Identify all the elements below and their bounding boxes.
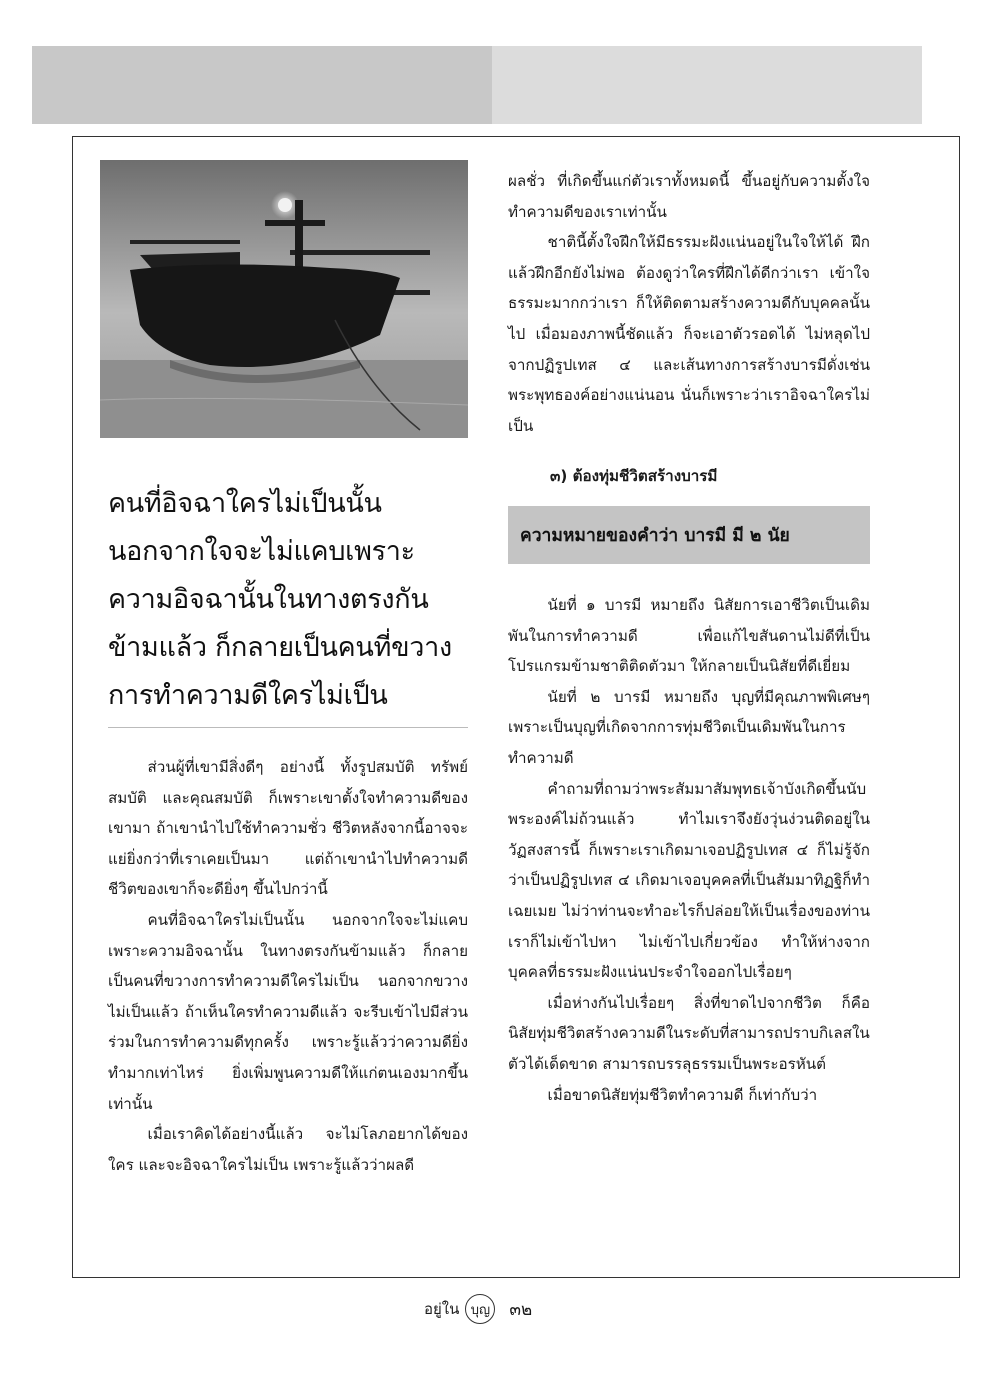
left-paragraph-1: ส่วนผู้ที่เขามีสิ่งดีๆ อย่างนี้ ทั้งรูปสมบัติ ทรัพย์สมบัติ และคุณสมบัติ ก็เพราะเขาตั้งใจทำความดีของเขามา ถ้าเขานำไปใช้ทำความชั่ว ชีวิตหลังจากนี้อาจจะแย่ยิ่งกว่าที่เราเคยเป็นมา แต่ถ้าเขานำไปทำความดี ชีวิตของเขาก็จะดียิ่งๆ ขึ้นไปกว่านี้ — [108, 758, 468, 899]
sub-heading: ๓) ต้องทุ่มชีวิตสร้างบารมี — [550, 467, 718, 485]
page-number: ๓๒ — [509, 1299, 533, 1320]
section-title-box — [508, 506, 870, 564]
right-paragraph-4: นัยที่ ๒ บารมี หมายถึง บุญที่มีคุณภาพพิเศษๆ เพราะเป็นบุญที่เกิดจากการทุ่มชีวิตเป็นเดิมพันในการทำความดี — [508, 687, 870, 767]
footer-logo-circle: บุญ — [465, 1294, 495, 1324]
right-top-column — [508, 166, 870, 441]
left-paragraph-2: คนที่อิจฉาใครไม่เป็นนั้น นอกจากใจจะไม่แคบเพราะความอิจฉานั้น ในทางตรงกันข้ามแล้ว ก็กลายเป็นคนที่ขวางการทำความดีใครไม่เป็น นอกจากขวางไม่เป็นแล้ว ถ้าเห็นใครทำความดีแล้ว จะรีบเข้าไปมีส่วนร่วมในการทำความดีทุกครั้ง เพราะรู้แล้วว่าความดียิ่งทำมากเท่าไหร่ ยิ่งเพิ่มพูนความดีให้แก่ตนเองมากขึ้นเท่านั้น — [108, 910, 468, 1113]
pull-quote-divider — [108, 727, 468, 728]
boat-photo — [100, 160, 468, 438]
pull-quote: คนที่อิจฉาใครไม่เป็นนั้น นอกจากใจจะไม่แคบเพราะความอิจฉานั้นในทางตรงกันข้ามแล้ว ก็กลายเป็นคนที่ขวางการทำความดีใครไม่เป็น — [108, 488, 452, 711]
left-paragraph-3: เมื่อเราคิดได้อย่างนี้แล้ว จะไม่โลภอยากได้ของใคร และจะอิจฉาใครไม่เป็น เพราะรู้แล้วว่าผลดี — [108, 1125, 468, 1174]
boat-photo-svg — [100, 160, 468, 438]
header-band — [32, 46, 922, 124]
page-footer — [424, 1292, 532, 1326]
right-paragraph-5: คำถามที่ถามว่าพระสัมมาสัมพุทธเจ้าบังเกิดขึ้นนับพระองค์ไม่ถ้วนแล้ว ทำไมเราจึงยังวุ่นง่วนติดอยู่ในวัฏสงสารนี้ ก็เพราะเราเกิดมาเจอปฏิรูปเทส ๔ ก็ไม่รู้จักว่าเป็นปฏิรูปเทส ๔ เกิดมาเจอบุคคลที่เป็นสัมมาทิฏฐิก็ทำเฉยเมย ไม่ว่าท่านจะทำอะไรก็ปล่อยให้เป็นเรื่องของท่าน เราก็ไม่เข้าไปหา ไม่เข้าไปเกี่ยวข้อง ทำให้ห่างจากบุคคลที่ธรรมะฝังแน่นประจำใจออกไปเรื่อยๆ — [508, 779, 870, 982]
right-paragraph-7: เมื่อขาดนิสัยทุ่มชีวิตทำความดี ก็เท่ากับว่า — [547, 1085, 818, 1104]
right-paragraph-1: ผลชั่ว ที่เกิดขึ้นแก่ตัวเราทั้งหมดนี้ ขึ้นอยู่กับความตั้งใจทำความดีของเราเท่านั้น — [508, 172, 870, 221]
right-paragraph-3: นัยที่ ๑ บารมี หมายถึง นิสัยการเอาชีวิตเป็นเดิมพันในการทำความดี เพื่อแก้ไขสันดานไม่ดีที่เป็นโปรแกรมข้ามชาติติดตัวมา ให้กลายเป็นนิสัยที่ดีเยี่ยม — [508, 596, 870, 676]
left-body-column — [108, 752, 468, 1180]
right-bottom-column — [508, 590, 870, 1110]
section-title: ความหมายของคำว่า บารมี มี ๒ นัย — [520, 526, 790, 546]
right-paragraph-6: เมื่อห่างกันไปเรื่อยๆ สิ่งที่ขาดไปจากชีวิต ก็คือ นิสัยทุ่มชีวิตสร้างความดีในระดับที่สามารถปราบกิเลสในตัวได้เด็ดขาด สามารถบรรลุธรรมเป็นพระอรหันต์ — [508, 993, 870, 1073]
footer-logo-text: อยู่ใน — [424, 1300, 460, 1318]
header-band-light — [492, 46, 922, 124]
right-paragraph-2: ชาตินี้ตั้งใจฝึกให้มีธรรมะฝังแน่นอยู่ในใจให้ได้ ฝึกแล้วฝึกอีกยังไม่พอ ต้องดูว่าใครที่ฝึกได้ดีกว่าเรา เข้าใจธรรมะมากกว่าเรา ก็ให้ติดตามสร้างความดีกับบุคคลนั้นไป เมื่อมองภาพนี้ชัดแล้ว ก็จะเอาตัวรอดได้ ไม่หลุดไปจากปฏิรูปเทส ๔ และเส้นทางการสร้างบารมีดั่งเช่นพระพุทธองค์อย่างแน่นอน นั่นก็เพราะว่าเราอิจฉาใครไม่เป็น — [508, 233, 870, 435]
